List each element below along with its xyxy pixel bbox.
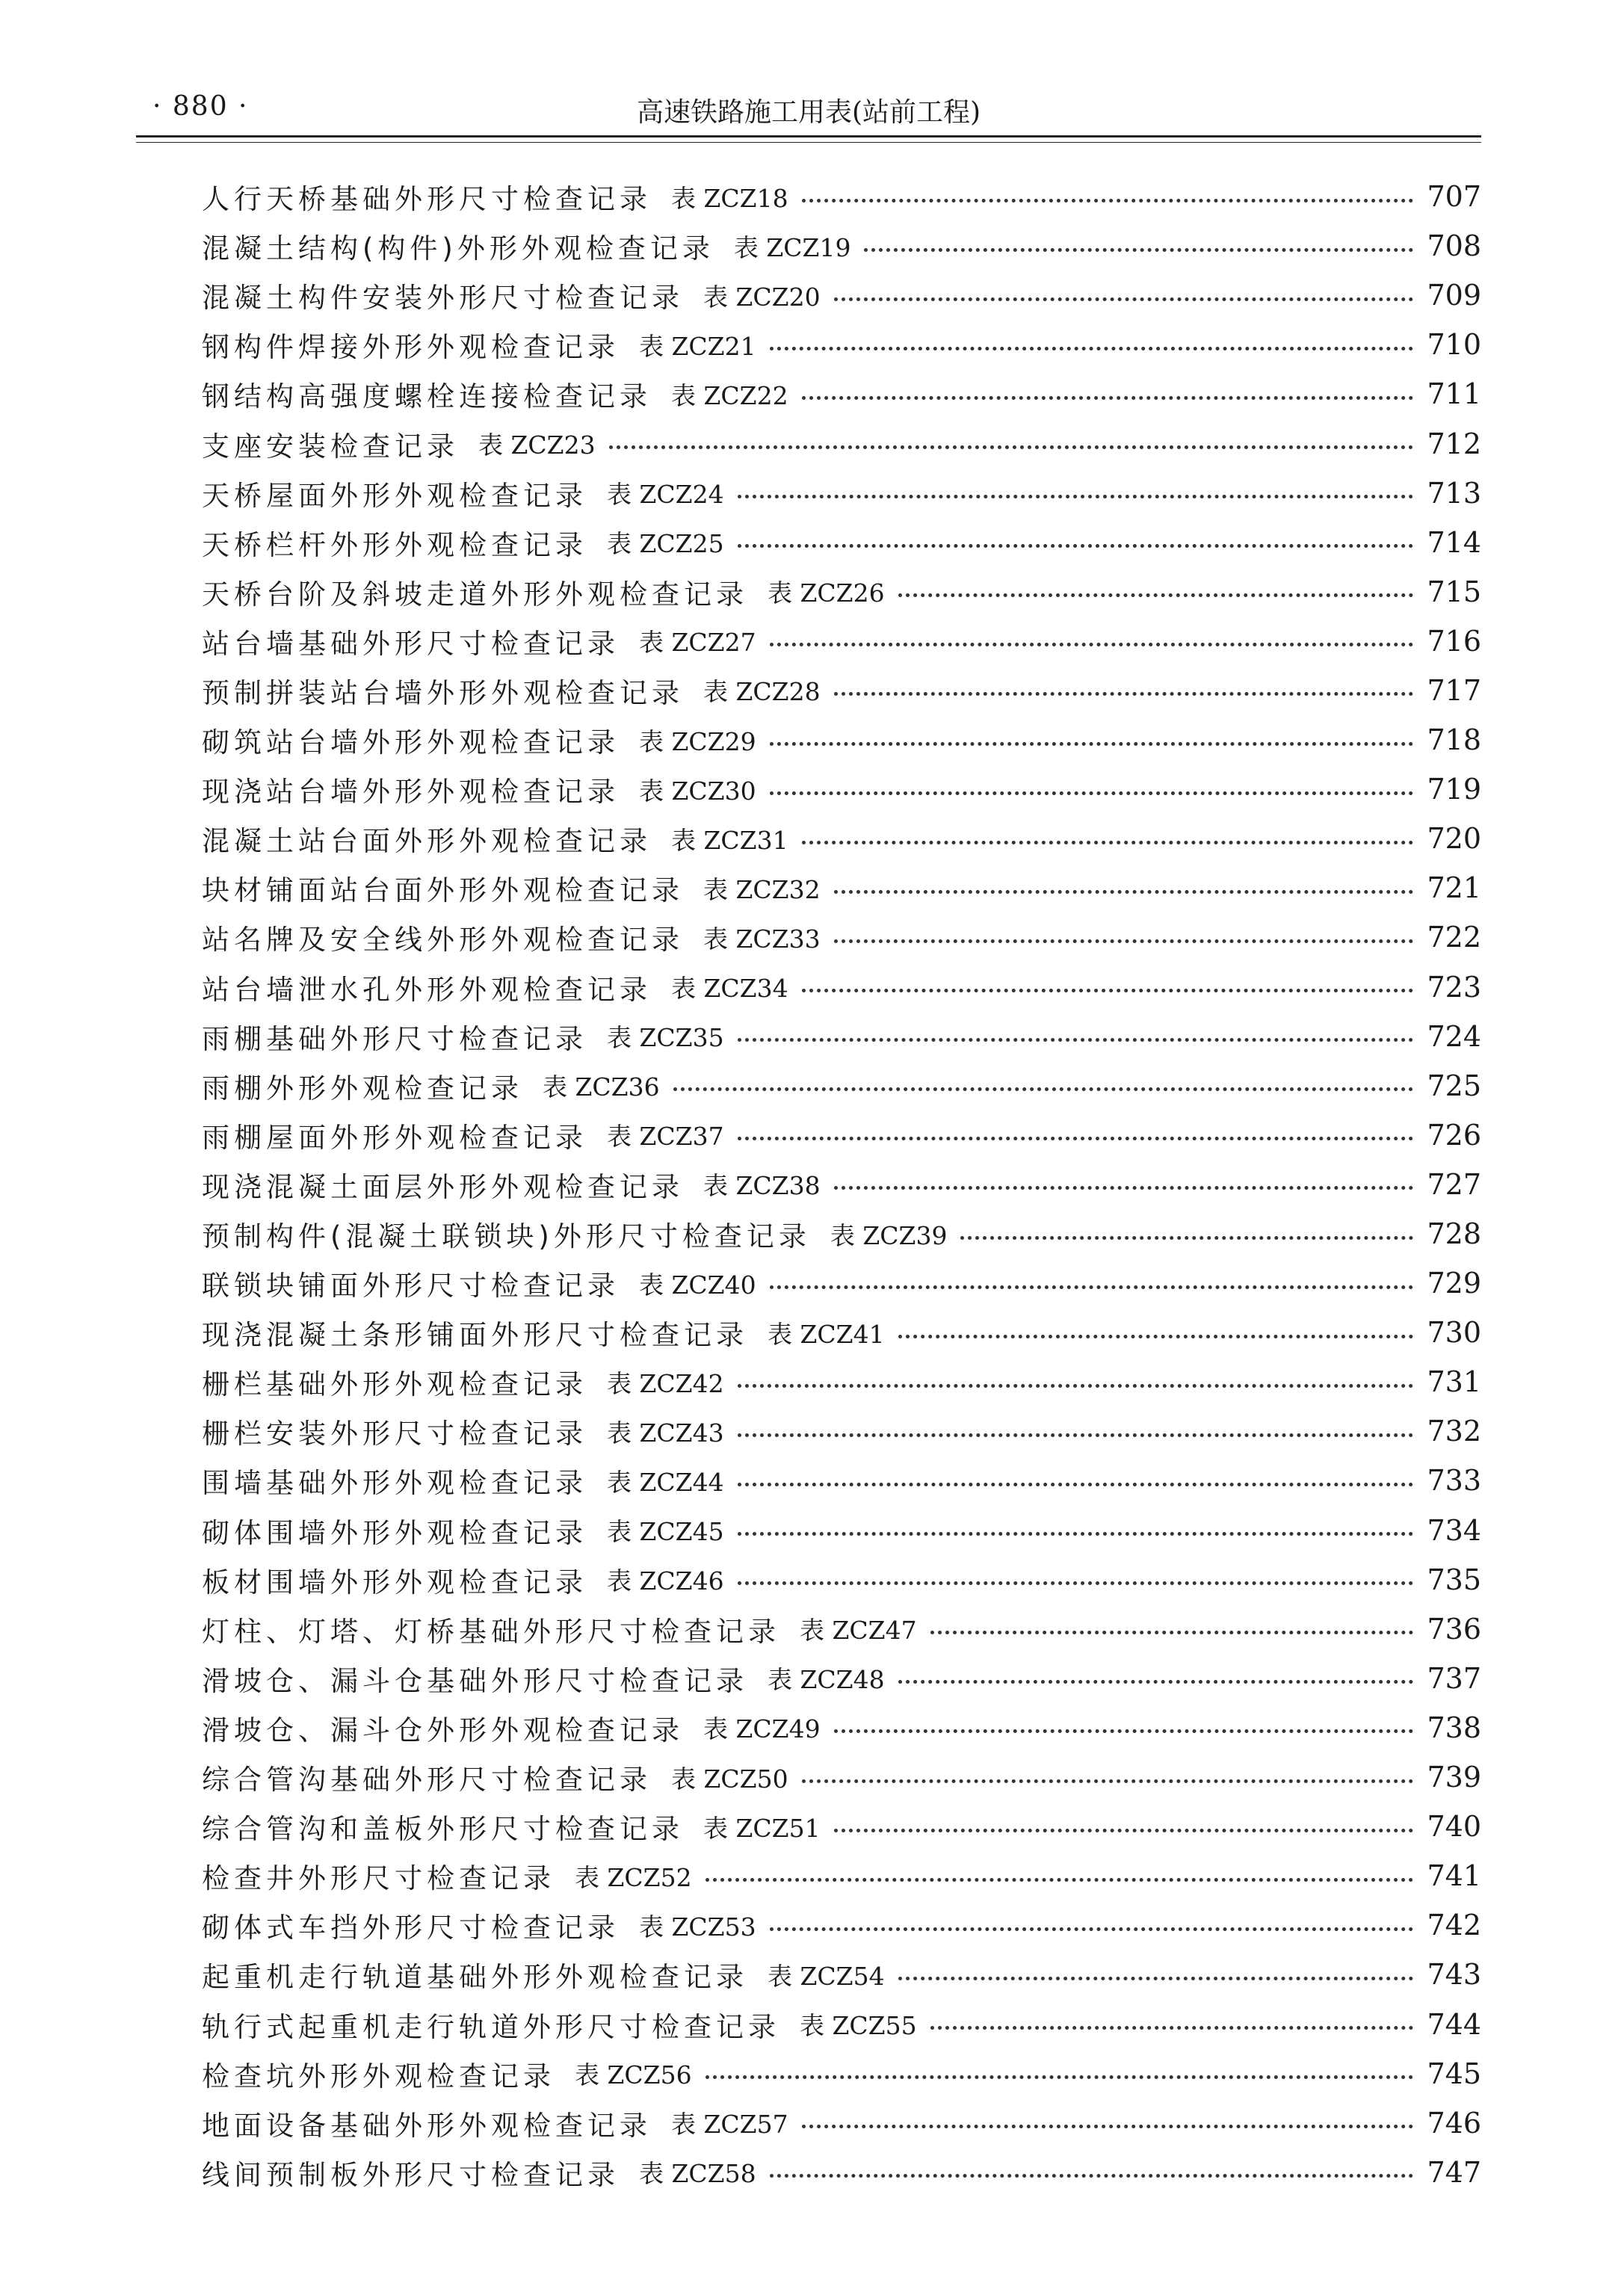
toc-entry-title: 天桥屋面外形外观检查记录 (202, 479, 587, 512)
toc-dot-leader (673, 1087, 1414, 1091)
toc-entry-form-code: 表 ZCZ22 (671, 380, 788, 410)
toc-entry-form-code: 表 ZCZ33 (703, 924, 821, 954)
toc-entry-page-number: 747 (1427, 2155, 1481, 2189)
toc-dot-leader (609, 445, 1414, 449)
page-number: · 880 · (152, 91, 249, 122)
toc-entry-title: 混凝土结构(构件)外形外观检查记录 (202, 232, 714, 265)
toc-entry[interactable] (202, 172, 1481, 221)
toc-dot-leader (898, 1680, 1414, 1684)
toc-dot-leader (738, 1581, 1414, 1585)
toc-entry-title: 站名牌及安全线外形外观检查记录 (202, 924, 684, 957)
toc-entry-form-code: 表 ZCZ29 (639, 726, 756, 756)
toc-entry-page-number: 742 (1427, 1909, 1481, 1942)
toc-entry-page-number: 731 (1427, 1365, 1481, 1399)
toc-entry-page-number: 717 (1427, 673, 1481, 707)
toc-dot-leader (834, 297, 1414, 301)
toc-entry-title: 现浇混凝土面层外形外观检查记录 (202, 1170, 684, 1203)
toc-entry-form-code: 表 ZCZ27 (639, 628, 756, 658)
toc-entry-title: 线间预制板外形尺寸检查记录 (202, 2158, 620, 2191)
toc-entry-title: 栅栏安装外形尺寸检查记录 (202, 1418, 587, 1451)
toc-entry[interactable] (202, 765, 1481, 814)
toc-entry-form-code: 表 ZCZ18 (671, 183, 788, 213)
toc-entry-title: 砌体围墙外形外观检查记录 (202, 1516, 587, 1549)
toc-entry-form-code: 表 ZCZ28 (703, 677, 821, 707)
toc-entry[interactable] (202, 2148, 1481, 2197)
toc-entry-title: 地面设备基础外形外观检查记录 (202, 2109, 652, 2142)
toc-dot-leader (738, 1433, 1414, 1437)
toc-entry-title: 砌筑站台墙外形外观检查记录 (202, 726, 620, 759)
toc-entry[interactable] (202, 1012, 1481, 1061)
toc-entry-title: 综合管沟基础外形尺寸检查记录 (202, 1764, 652, 1797)
toc-entry-form-code: 表 ZCZ24 (607, 480, 724, 510)
toc-dot-leader (834, 1729, 1414, 1733)
toc-entry-page-number: 746 (1427, 2106, 1481, 2140)
toc-entry-title: 混凝土站台面外形外观检查记录 (202, 825, 652, 858)
toc-entry-page-number: 707 (1427, 180, 1481, 214)
toc-entry-page-number: 724 (1427, 1019, 1481, 1053)
toc-entry-page-number: 736 (1427, 1612, 1481, 1646)
toc-dot-leader (898, 1977, 1414, 1980)
toc-entry[interactable] (202, 221, 1481, 271)
toc-dot-leader (898, 593, 1414, 597)
toc-entry-title: 栅栏基础外形外观检查记录 (202, 1368, 587, 1401)
toc-dot-leader (802, 1779, 1414, 1783)
toc-entry[interactable] (202, 666, 1481, 715)
toc-entry-title: 钢结构高强度螺栓连接检查记录 (202, 380, 652, 413)
toc-entry[interactable] (202, 469, 1481, 518)
toc-entry-title: 站台墙基础外形尺寸检查记录 (202, 627, 620, 660)
toc-dot-leader (834, 1186, 1414, 1190)
toc-entry-title: 预制拼装站台墙外形外观检查记录 (202, 676, 684, 709)
toc-entry-title: 天桥栏杆外形外观检查记录 (202, 528, 587, 561)
toc-entry[interactable] (202, 1752, 1481, 1802)
toc-entry-form-code: 表 ZCZ37 (607, 1122, 724, 1152)
toc-entry-title: 雨棚外形外观检查记录 (202, 1072, 523, 1105)
toc-dot-leader (802, 841, 1414, 844)
toc-entry-page-number: 743 (1427, 1958, 1481, 1992)
toc-entry-form-code: 表 ZCZ38 (703, 1171, 821, 1201)
toc-entry[interactable] (202, 617, 1481, 666)
toc-entry[interactable] (202, 1308, 1481, 1357)
toc-dot-leader (706, 1878, 1414, 1882)
toc-entry-page-number: 728 (1427, 1217, 1481, 1251)
toc-entry-title: 天桥台阶及斜坡走道外形外观检查记录 (202, 578, 748, 611)
toc-entry-page-number: 722 (1427, 921, 1481, 954)
toc-entry-title: 检查井外形尺寸检查记录 (202, 1862, 555, 1895)
toc-dot-leader (864, 248, 1413, 252)
toc-entry[interactable] (202, 814, 1481, 863)
toc-entry-page-number: 709 (1427, 279, 1481, 312)
toc-dot-leader (706, 2075, 1414, 2079)
toc-entry-page-number: 719 (1427, 773, 1481, 806)
toc-dot-leader (738, 1384, 1414, 1388)
toc-entry-form-code: 表 ZCZ49 (703, 1714, 821, 1744)
toc-entry[interactable] (202, 1209, 1481, 1258)
toc-entry-page-number: 713 (1427, 476, 1481, 510)
toc-entry-title: 预制构件(混凝土联锁块)外形尺寸检查记录 (202, 1220, 811, 1253)
toc-entry[interactable] (202, 1258, 1481, 1308)
toc-entry[interactable] (202, 1604, 1481, 1654)
toc-entry-page-number: 733 (1427, 1464, 1481, 1498)
toc-entry[interactable] (202, 418, 1481, 468)
toc-entry-page-number: 720 (1427, 822, 1481, 856)
toc-entry-title: 现浇站台墙外形外观检查记录 (202, 776, 620, 809)
toc-entry-form-code: 表 ZCZ19 (733, 232, 851, 262)
toc-entry[interactable] (202, 1456, 1481, 1505)
toc-dot-leader (738, 1137, 1414, 1140)
toc-entry-title: 雨棚屋面外形外观检查记录 (202, 1121, 587, 1154)
toc-entry-form-code: 表 ZCZ45 (607, 1517, 724, 1547)
toc-entry-form-code: 表 ZCZ21 (639, 331, 756, 361)
toc-entry[interactable] (202, 1506, 1481, 1555)
toc-entry[interactable] (202, 1160, 1481, 1209)
toc-entry-title: 混凝土构件安装外形尺寸检查记录 (202, 282, 684, 315)
toc-dot-leader (802, 2125, 1414, 2128)
toc-entry[interactable] (202, 1061, 1481, 1111)
toc-entry-form-code: 表 ZCZ32 (703, 874, 821, 904)
toc-dot-leader (770, 2174, 1414, 2178)
toc-entry-form-code: 表 ZCZ41 (768, 1319, 885, 1349)
toc-entry-form-code: 表 ZCZ30 (639, 776, 756, 806)
toc-entry-form-code: 表 ZCZ42 (607, 1368, 724, 1398)
toc-entry[interactable] (202, 567, 1481, 617)
toc-entry-title: 滑坡仓、漏斗仓外形外观检查记录 (202, 1714, 684, 1746)
toc-entry-form-code: 表 ZCZ34 (671, 974, 788, 1004)
toc-entry[interactable] (202, 271, 1481, 320)
toc-entry-title: 围墙基础外形外观检查记录 (202, 1467, 587, 1500)
toc-entry[interactable] (202, 320, 1481, 369)
toc-entry-form-code: 表 ZCZ23 (478, 430, 596, 460)
toc-entry-page-number: 708 (1427, 229, 1481, 263)
toc-dot-leader (770, 1927, 1414, 1931)
toc-entry-title: 综合管沟和盖板外形尺寸检查记录 (202, 1813, 684, 1846)
toc-dot-leader (834, 939, 1414, 943)
toc-entry-title: 板材围墙外形外观检查记录 (202, 1566, 587, 1599)
toc-entry-page-number: 740 (1427, 1810, 1481, 1844)
toc-entry-form-code: 表 ZCZ40 (639, 1270, 756, 1300)
toc-dot-leader (960, 1236, 1413, 1240)
toc-entry-form-code: 表 ZCZ48 (768, 1665, 885, 1695)
toc-entry[interactable] (202, 369, 1481, 418)
page-header (136, 81, 1481, 140)
toc-entry[interactable] (202, 863, 1481, 912)
toc-dot-leader (738, 495, 1414, 498)
toc-dot-leader (738, 1038, 1414, 1042)
header-rule-thick (136, 135, 1481, 138)
toc-entry-page-number: 739 (1427, 1761, 1481, 1794)
toc-entry-form-code: 表 ZCZ26 (768, 578, 885, 608)
toc-entry[interactable] (202, 2049, 1481, 2098)
toc-entry[interactable] (202, 1111, 1481, 1160)
toc-dot-leader (898, 1335, 1414, 1338)
toc-entry-page-number: 723 (1427, 970, 1481, 1004)
toc-entry-form-code: 表 ZCZ35 (607, 1023, 724, 1053)
toc-dot-leader (738, 1532, 1414, 1536)
toc-dot-leader (738, 544, 1414, 548)
toc-entry-title: 人行天桥基础外形尺寸检查记录 (202, 183, 652, 216)
toc-entry-title: 钢构件焊接外形外观检查记录 (202, 331, 620, 364)
table-of-contents (202, 172, 1481, 2197)
toc-entry-page-number: 710 (1427, 328, 1481, 362)
toc-entry[interactable] (202, 1654, 1481, 1703)
toc-entry-form-code: 表 ZCZ53 (639, 1912, 756, 1942)
toc-entry-page-number: 712 (1427, 427, 1481, 460)
toc-entry-form-code: 表 ZCZ55 (800, 2011, 917, 2041)
toc-entry-page-number: 726 (1427, 1118, 1481, 1152)
toc-entry-page-number: 737 (1427, 1661, 1481, 1695)
toc-dot-leader (802, 199, 1414, 203)
toc-entry-form-code: 表 ZCZ46 (607, 1566, 724, 1596)
toc-entry[interactable] (202, 1703, 1481, 1752)
toc-entry[interactable] (202, 912, 1481, 962)
toc-entry-page-number: 715 (1427, 575, 1481, 608)
toc-dot-leader (770, 1285, 1414, 1289)
toc-entry-form-code: 表 ZCZ47 (800, 1616, 917, 1646)
toc-entry-title: 块材铺面站台面外形外观检查记录 (202, 874, 684, 907)
toc-entry[interactable] (202, 2098, 1481, 2148)
toc-entry-title: 检查坑外形外观检查记录 (202, 2060, 555, 2092)
toc-entry-title: 联锁块铺面外形尺寸检查记录 (202, 1270, 620, 1303)
toc-entry-form-code: 表 ZCZ39 (830, 1220, 948, 1250)
toc-entry-form-code: 表 ZCZ56 (575, 2060, 692, 2090)
toc-entry-page-number: 745 (1427, 2057, 1481, 2090)
toc-entry-form-code: 表 ZCZ20 (703, 282, 821, 312)
toc-entry-page-number: 741 (1427, 1859, 1481, 1893)
toc-entry-page-number: 725 (1427, 1069, 1481, 1102)
toc-entry-page-number: 734 (1427, 1513, 1481, 1547)
toc-entry-page-number: 732 (1427, 1415, 1481, 1448)
toc-entry-page-number: 721 (1427, 871, 1481, 905)
toc-entry[interactable] (202, 1900, 1481, 1950)
toc-entry-page-number: 729 (1427, 1267, 1481, 1300)
toc-entry-page-number: 730 (1427, 1316, 1481, 1350)
toc-entry-page-number: 727 (1427, 1167, 1481, 1201)
toc-entry-title: 起重机走行轨道基础外形外观检查记录 (202, 1961, 748, 1994)
toc-entry-form-code: 表 ZCZ36 (543, 1072, 660, 1102)
toc-dot-leader (770, 742, 1414, 746)
toc-dot-leader (770, 643, 1414, 646)
toc-dot-leader (738, 1483, 1414, 1486)
toc-entry-page-number: 716 (1427, 624, 1481, 658)
toc-entry[interactable] (202, 1851, 1481, 1900)
toc-entry-form-code: 表 ZCZ57 (671, 2110, 788, 2140)
toc-dot-leader (834, 890, 1414, 894)
toc-entry[interactable] (202, 1555, 1481, 1604)
toc-entry[interactable] (202, 715, 1481, 765)
toc-entry-page-number: 714 (1427, 525, 1481, 559)
toc-entry-title: 砌体式车挡外形尺寸检查记录 (202, 1912, 620, 1945)
toc-entry-page-number: 735 (1427, 1563, 1481, 1596)
toc-entry-title: 滑坡仓、漏斗仓基础外形尺寸检查记录 (202, 1664, 748, 1697)
toc-dot-leader (834, 692, 1414, 696)
toc-entry[interactable] (202, 1406, 1481, 1456)
toc-entry[interactable] (202, 1950, 1481, 1999)
toc-dot-leader (834, 1829, 1414, 1832)
toc-entry-page-number: 718 (1427, 723, 1481, 757)
toc-entry-form-code: 表 ZCZ52 (575, 1862, 692, 1892)
toc-entry-title: 现浇混凝土条形铺面外形尺寸检查记录 (202, 1319, 748, 1352)
toc-entry-form-code: 表 ZCZ51 (703, 1813, 821, 1843)
toc-entry-page-number: 738 (1427, 1711, 1481, 1744)
toc-entry[interactable] (202, 518, 1481, 567)
header-rule-thin (136, 142, 1481, 143)
toc-dot-leader (930, 2026, 1414, 2030)
toc-entry[interactable] (202, 1357, 1481, 1406)
toc-entry[interactable] (202, 963, 1481, 1012)
book-title: 高速铁路施工用表(站前工程) (636, 97, 981, 128)
toc-entry-form-code: 表 ZCZ43 (607, 1418, 724, 1448)
toc-entry-title: 站台墙泄水孔外形外观检查记录 (202, 973, 652, 1006)
toc-entry-form-code: 表 ZCZ58 (639, 2159, 756, 2189)
toc-entry-title: 支座安装检查记录 (202, 430, 459, 463)
toc-dot-leader (770, 791, 1414, 795)
toc-entry-title: 灯柱、灯塔、灯桥基础外形尺寸检查记录 (202, 1615, 780, 1648)
toc-dot-leader (770, 347, 1414, 350)
toc-entry-form-code: 表 ZCZ54 (768, 1961, 885, 1991)
toc-entry-title: 雨棚基础外形尺寸检查记录 (202, 1022, 587, 1055)
toc-dot-leader (802, 989, 1414, 992)
toc-entry-form-code: 表 ZCZ31 (671, 825, 788, 855)
toc-entry-page-number: 744 (1427, 2007, 1481, 2041)
toc-entry-form-code: 表 ZCZ25 (607, 529, 724, 559)
toc-entry[interactable] (202, 1999, 1481, 2048)
toc-entry-form-code: 表 ZCZ44 (607, 1467, 724, 1497)
toc-entry-form-code: 表 ZCZ50 (671, 1764, 788, 1794)
toc-dot-leader (802, 396, 1414, 400)
toc-dot-leader (930, 1631, 1414, 1634)
toc-entry[interactable] (202, 1802, 1481, 1851)
toc-entry-title: 轨行式起重机走行轨道外形尺寸检查记录 (202, 2010, 780, 2043)
toc-entry-page-number: 711 (1427, 377, 1481, 411)
